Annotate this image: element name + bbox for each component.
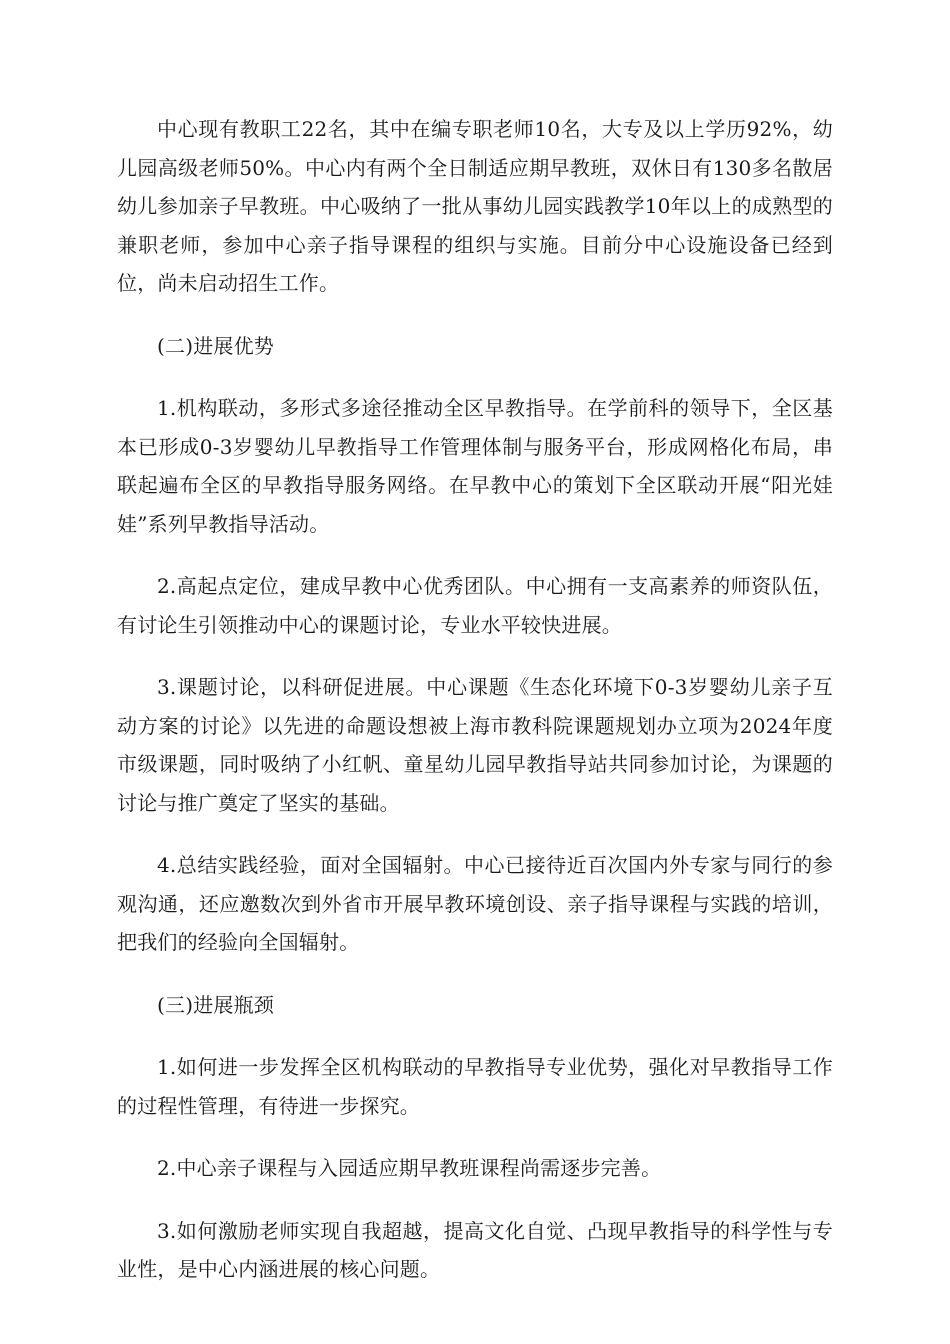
paragraph-advantage-1: 1.机构联动，多形式多途径推动全区早教指导。在学前科的领导下，全区基本已形成0-3岁婴幼儿早教指导工作管理体制与服务平台，形成网格化布局，串联起遍布全区的早教指导服务网络。在早教中心的策划下全区联动开展“阳光娃娃”系列早教指导活动。 (117, 396, 833, 536)
section-heading-advantages: (二)进展优势 (157, 333, 275, 358)
document-page (117, 110, 833, 1313)
paragraph-staff-overview: 中心现有教职工22名，其中在编专职老师10名，大专及以上学历92%，幼儿园高级老师50%。中心内有两个全日制适应期早教班，双休日有130多名散居幼儿参加亲子早教班。中心吸纳了一批从事幼儿园实践教学10年以上的成熟型的兼职老师，参加中心亲子指导课程的组织与实施。目前分中心设施设备已经到位，尚未启动招生工作。 (117, 117, 833, 295)
paragraph-bottleneck-3: 3.如何激励老师实现自我超越，提高文化自觉、凸现早教指导的科学性与专业性，是中心内涵进展的核心问题。 (117, 1218, 833, 1281)
paragraph-advantage-4: 4.总结实践经验，面对全国辐射。中心已接待近百次国内外专家与同行的参观沟通，还应邀数次到外省市开展早教环境创设、亲子指导课程与实践的培训，把我们的经验向全国辐射。 (117, 853, 833, 954)
paragraph-bottleneck-1: 1.如何进一步发挥全区机构联动的早教指导专业优势，强化对早教指导工作的过程性管理，有待进一步探究。 (117, 1055, 833, 1118)
paragraph-bottleneck-2: 2.中心亲子课程与入园适应期早教班课程尚需逐步完善。 (157, 1156, 662, 1180)
paragraph-advantage-3: 3.课题讨论，以科研促进展。中心课题《生态化环境下0-3岁婴幼儿亲子互动方案的讨论》以先进的命题设想被上海市教科院课题规划办立项为2024年度市级课题，同时吸纳了小红帆、童星幼儿园早教指导站共同参加讨论，为课题的讨论与推广奠定了坚实的基础。 (117, 675, 833, 815)
paragraph-advantage-2: 2.高起点定位，建成早教中心优秀团队。中心拥有一支高素养的师资队伍，有讨论生引领推动中心的课题讨论，专业水平较快进展。 (117, 574, 833, 637)
section-heading-bottlenecks: (三)进展瓶颈 (157, 992, 275, 1017)
